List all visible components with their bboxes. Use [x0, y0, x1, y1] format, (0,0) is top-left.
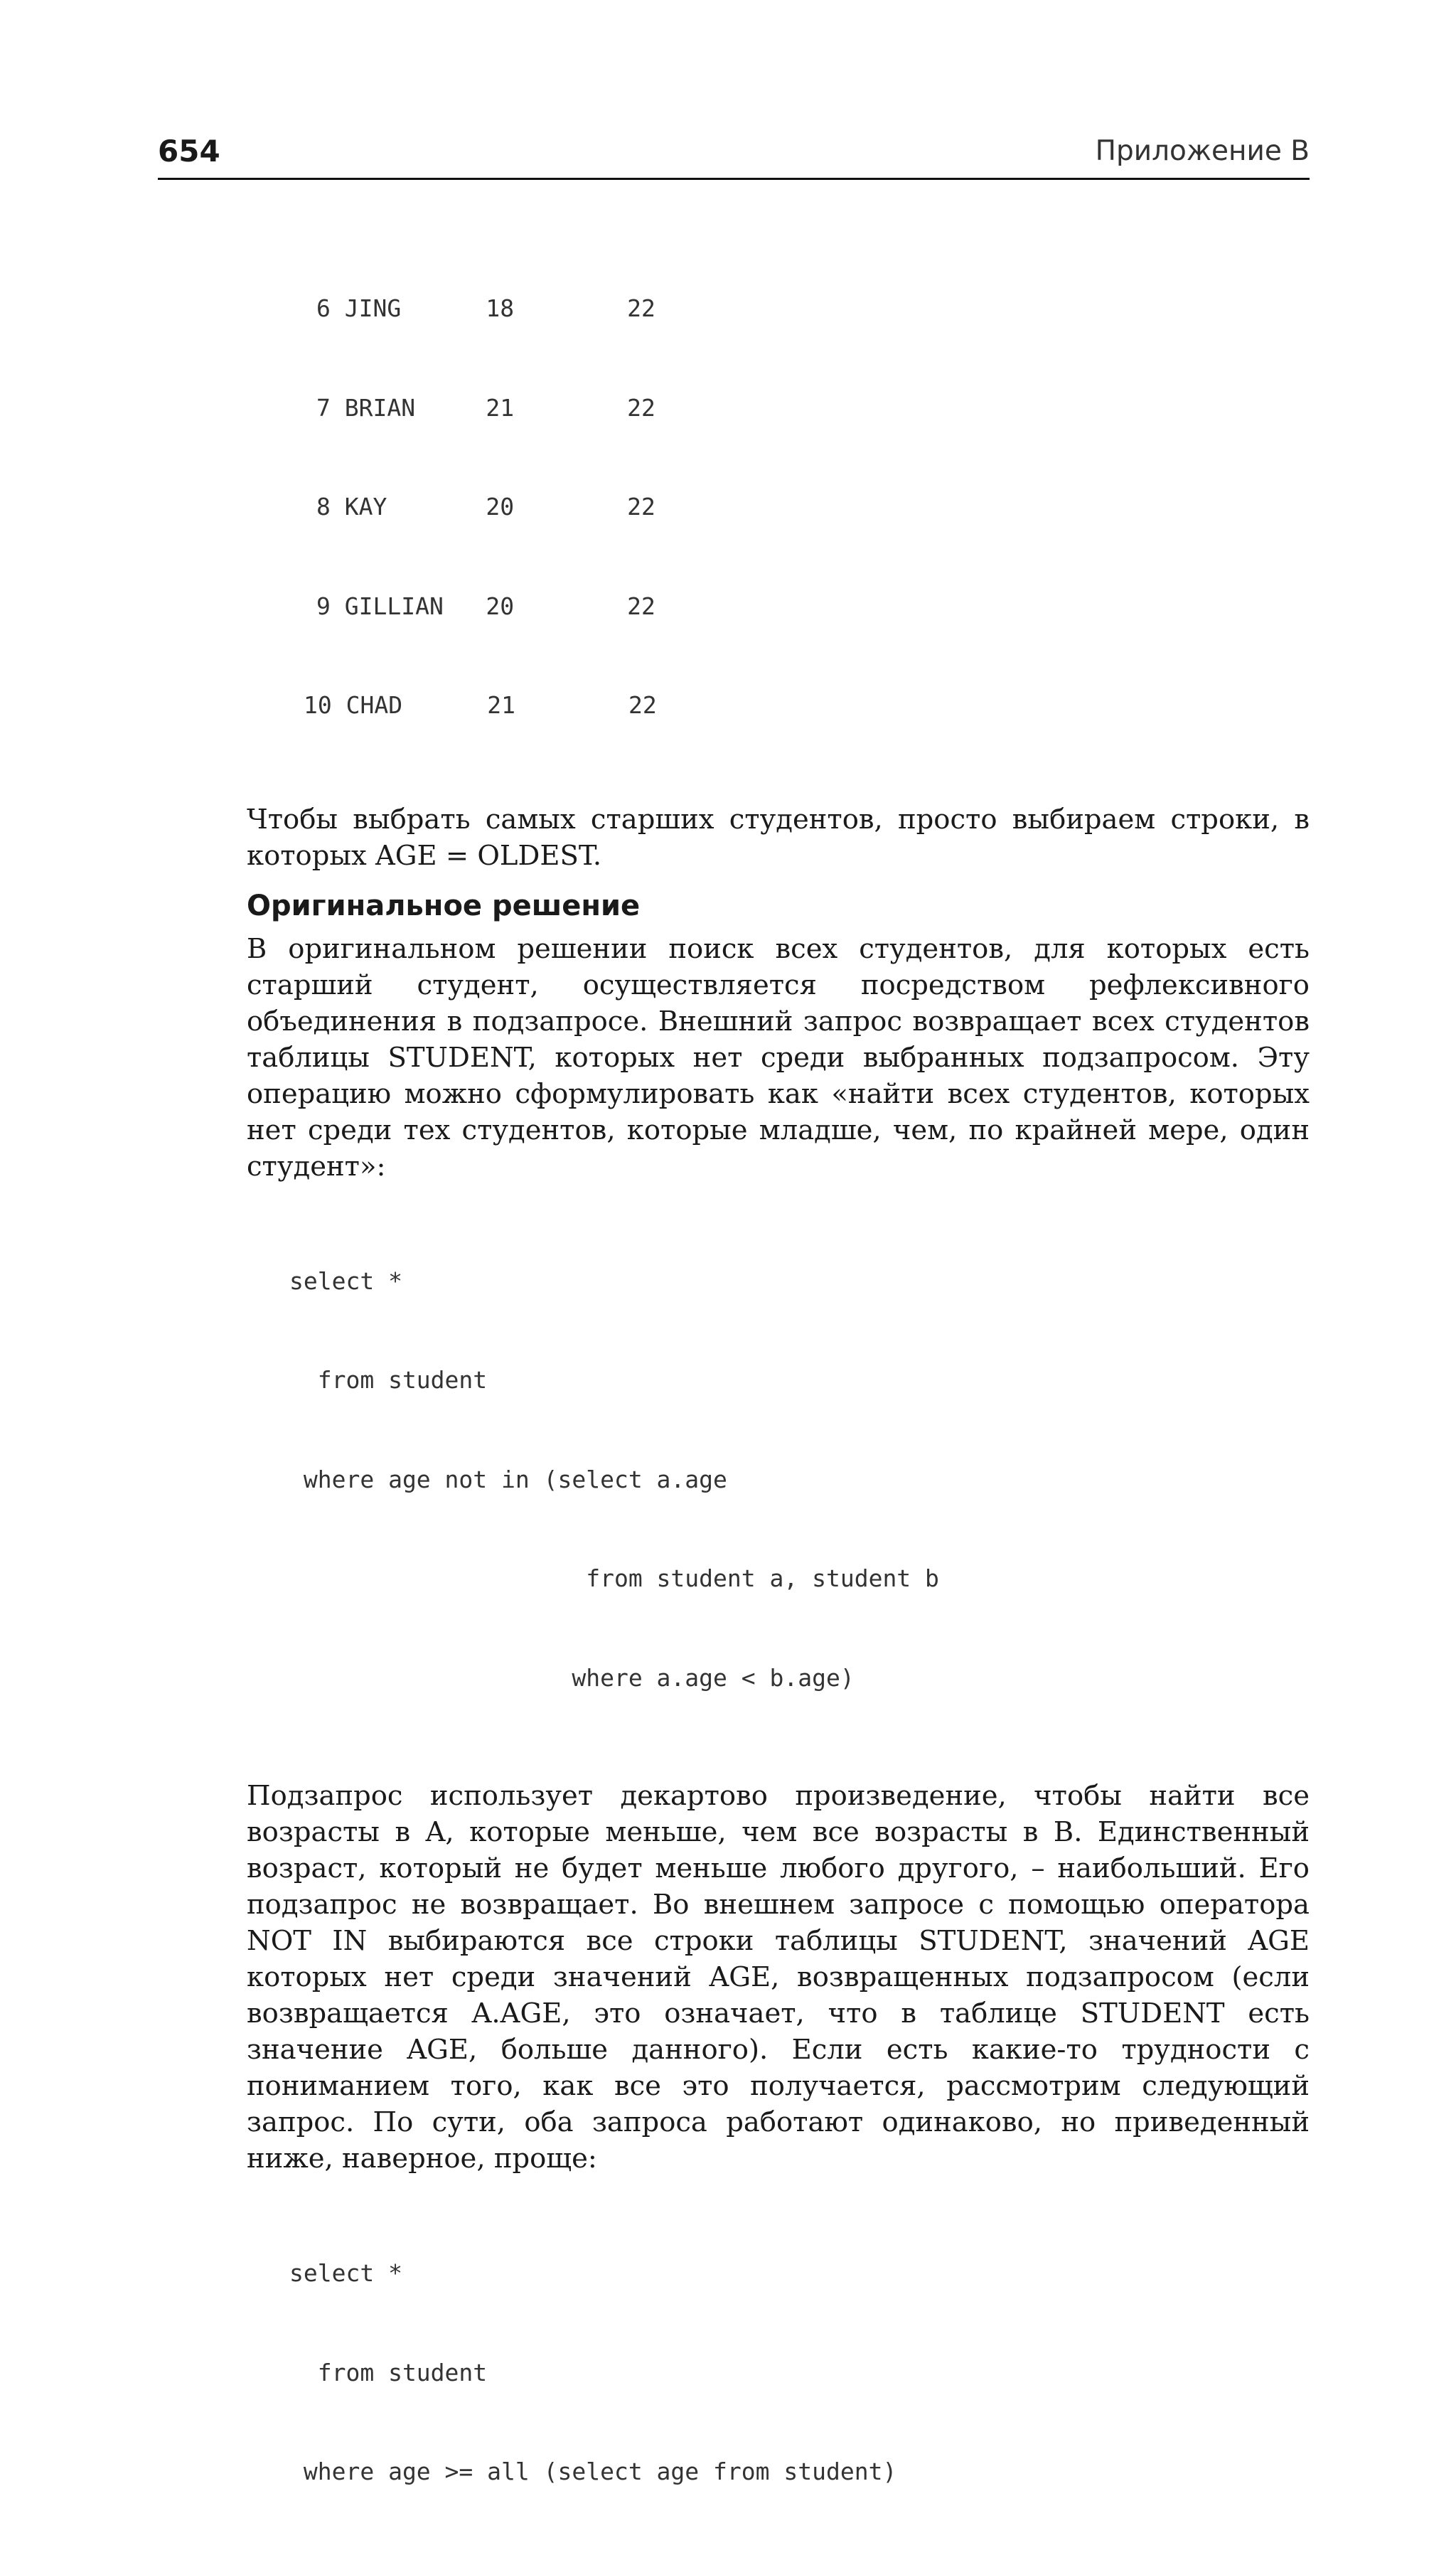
paragraph-oldest-selection: Чтобы выбрать самых старших студентов, просто выбираем строки, в которых AGE = OLDEST. — [247, 803, 1310, 872]
running-head: Приложение В — [1095, 135, 1310, 167]
section-heading: Оригинальное решение — [247, 889, 641, 922]
paragraph-explanation: Подзапрос использует декартово произведение, чтобы найти все возрасты в A, которые меньше, чем все возрасты в B. Единственный возраст, который не будет меньше любого другого, – наибольший. Его подзапрос не возвращает. Во внешнем запросе с помощью оператора NOT IN выбираются все строки таблицы STUDENT, значений AGE которых нет среди значений AGE, возвращенных подзапросом (если возвращается A.AGE, это означает, что в таблице STUDENT есть значение AGE, больше данного). Если есть какие-то трудности с пониманием того, как все это получается, рассмотрим следующий запрос. По сути, оба запроса работают одинаково, но приведенный ниже, наверное, проще: — [247, 1780, 1310, 2175]
page-body — [247, 226, 1310, 2555]
paragraph-original-solution: В оригинальном решении поиск всех студентов, для которых есть старший студент, осуществляется посредством рефлексивного объединения в подзапросе. Внешний запрос возвращает всех студентов таблицы STUDENT, которых нет среди выбранных подзапросом. Эту операцию можно сформулировать как «найти всех студентов, которых нет среди тех студентов, которые младше, чем, по крайней мере, один студент»: — [247, 932, 1310, 1183]
code-line: select * — [289, 2259, 402, 2287]
table-row: 10 CHAD 21 22 — [304, 691, 657, 719]
table-row: 6 JING 18 22 — [316, 294, 655, 322]
table-row: 7 BRIAN 21 22 — [316, 393, 655, 422]
page-header — [158, 131, 1310, 180]
table-row: 8 KAY 20 22 — [316, 493, 655, 521]
code-line: from student a, student b — [289, 1564, 939, 1592]
code-line: from student — [289, 2358, 488, 2386]
code-line: where age >= all (select age from student) — [289, 2458, 897, 2485]
code-block-all — [289, 2191, 1310, 2555]
page-number: 654 — [158, 134, 220, 169]
code-line: where a.age < b.age) — [289, 1663, 855, 1692]
query-result-table — [304, 226, 1310, 789]
code-line: from student — [289, 1366, 488, 1394]
code-line: where age not in (select a.age — [289, 1465, 727, 1493]
code-block-subquery — [289, 1199, 1310, 1761]
code-line: select * — [289, 1266, 402, 1295]
table-row: 9 GILLIAN 20 22 — [316, 592, 655, 620]
